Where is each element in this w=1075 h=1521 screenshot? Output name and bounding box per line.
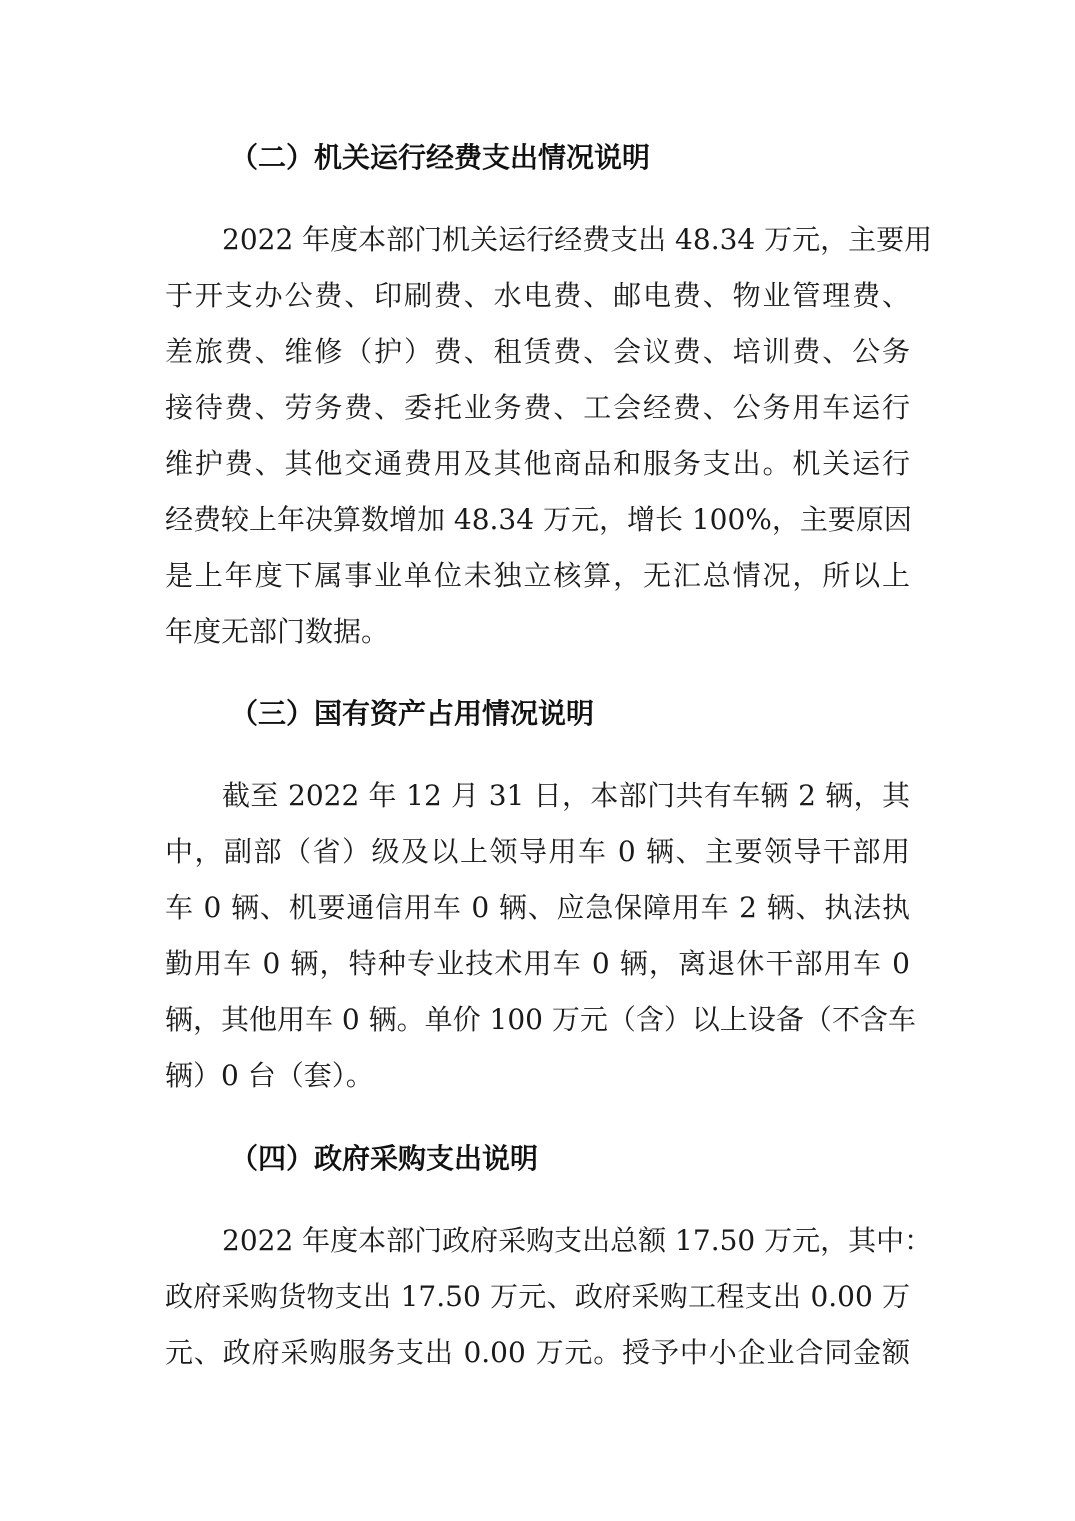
paragraph-line: 元、政府采购服务支出 0.00 万元。授予中小企业合同金额 [165,1336,910,1369]
paragraph-line: 经费较上年决算数增加 48.34 万元，增长 100%，主要原因 [165,503,912,536]
paragraph-line: 2022 年度本部门政府采购支出总额 17.50 万元，其中： [222,1224,933,1257]
paragraph-line: 2022 年度本部门机关运行经费支出 48.34 万元，主要用 [222,223,933,256]
paragraph-line: 于开支办公费、印刷费、水电费、邮电费、物业管理费、 [165,279,910,312]
paragraph-line: 差旅费、维修（护）费、租赁费、会议费、培训费、公务 [165,335,910,368]
paragraph-line: 车 0 辆、机要通信用车 0 辆、应急保障用车 2 辆、执法执 [165,891,910,924]
paragraph-line: 维护费、其他交通费用及其他商品和服务支出。机关运行 [165,447,910,480]
paragraph-line: 中，副部（省）级及以上领导用车 0 辆、主要领导干部用 [165,835,910,868]
paragraph-line: 辆）0 台（套）。 [165,1059,374,1092]
paragraph-line: 勤用车 0 辆，特种专业技术用车 0 辆，离退休干部用车 0 [165,947,910,980]
paragraph-line: 是上年度下属事业单位未独立核算，无汇总情况，所以上 [165,559,910,592]
section-heading-operating-expenses: （二）机关运行经费支出情况说明 [230,141,651,174]
section-heading-government-procurement: （四）政府采购支出说明 [230,1142,539,1175]
paragraph-line: 年度无部门数据。 [165,615,390,648]
paragraph-line: 辆，其他用车 0 辆。单价 100 万元（含）以上设备（不含车 [165,1003,916,1036]
section-heading-state-assets: （三）国有资产占用情况说明 [230,697,595,730]
paragraph-line: 接待费、劳务费、委托业务费、工会经费、公务用车运行 [165,391,910,424]
paragraph-line: 截至 2022 年 12 月 31 日，本部门共有车辆 2 辆，其 [222,779,910,812]
paragraph-line: 政府采购货物支出 17.50 万元、政府采购工程支出 0.00 万 [165,1280,910,1313]
